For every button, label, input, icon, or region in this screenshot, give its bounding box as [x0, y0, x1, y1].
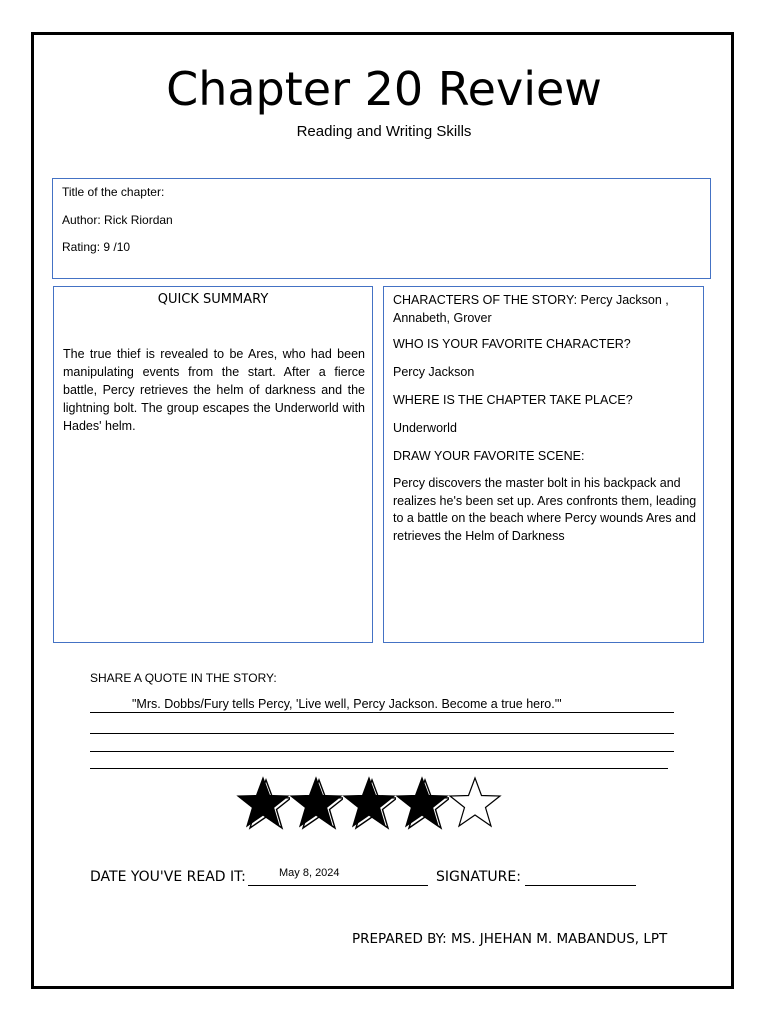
quote-text: "Mrs. Dobbs/Fury tells Percy, 'Live well, Percy Jackson. Become a true hero.'": [132, 697, 562, 711]
star-filled-icon: [342, 776, 396, 830]
prepared-by: PREPARED BY: MS. JHEHAN M. MABANDUS, LPT: [352, 931, 668, 947]
star-filled-icon: [395, 776, 449, 830]
signature-label: SIGNATURE:: [436, 869, 521, 885]
chapter-info-box: [52, 178, 711, 279]
page-title: Chapter 20 Review: [166, 62, 602, 116]
favorite-scene-answer: Percy discovers the master bolt in his backpack and realizes he's been set up. Ares confronts them, leading to a battle on the beach where Percy wounds Ares and retrieves the Helm of Darkness: [393, 476, 697, 543]
star-empty-icon: [448, 776, 502, 830]
chapter-title-label: Title of the chapter:: [62, 185, 165, 199]
quote-line: [90, 733, 674, 734]
date-read-value: May 8, 2024: [279, 867, 340, 879]
quick-summary-box: [53, 286, 373, 643]
date-read-line: [248, 885, 428, 886]
star-filled-icon: [289, 776, 343, 830]
page-subtitle: Reading and Writing Skills: [296, 123, 472, 140]
date-read-label: DATE YOU'VE READ IT:: [90, 869, 246, 885]
characters-line: CHARACTERS OF THE STORY: Percy Jackson , Annabeth, Grover: [393, 293, 669, 325]
quote-line: [90, 712, 674, 713]
setting-question: WHERE IS THE CHAPTER TAKE PLACE?: [393, 393, 633, 407]
quote-line: [90, 768, 668, 769]
author-line: Author: Rick Riordan: [62, 213, 173, 227]
quick-summary-text: The true thief is revealed to be Ares, who had been manipulating events from the start. After a fierce battle, Percy retrieves the helm of darkness and the lightning bolt. The group escapes the Underworld with Hades' helm.: [63, 347, 365, 433]
setting-answer: Underworld: [393, 421, 457, 435]
story-details-box: [383, 286, 704, 643]
quote-line: [90, 751, 674, 752]
quote-label: SHARE A QUOTE IN THE STORY:: [90, 671, 277, 685]
quick-summary-heading: QUICK SUMMARY: [157, 292, 269, 307]
signature-line: [525, 885, 636, 886]
favorite-character-answer: Percy Jackson: [393, 365, 475, 379]
star-rating: [236, 776, 556, 836]
favorite-character-question: WHO IS YOUR FAVORITE CHARACTER?: [393, 337, 631, 351]
star-filled-icon: [236, 776, 290, 830]
rating-line: Rating: 9 /10: [62, 240, 131, 254]
favorite-scene-question: DRAW YOUR FAVORITE SCENE:: [393, 449, 585, 463]
